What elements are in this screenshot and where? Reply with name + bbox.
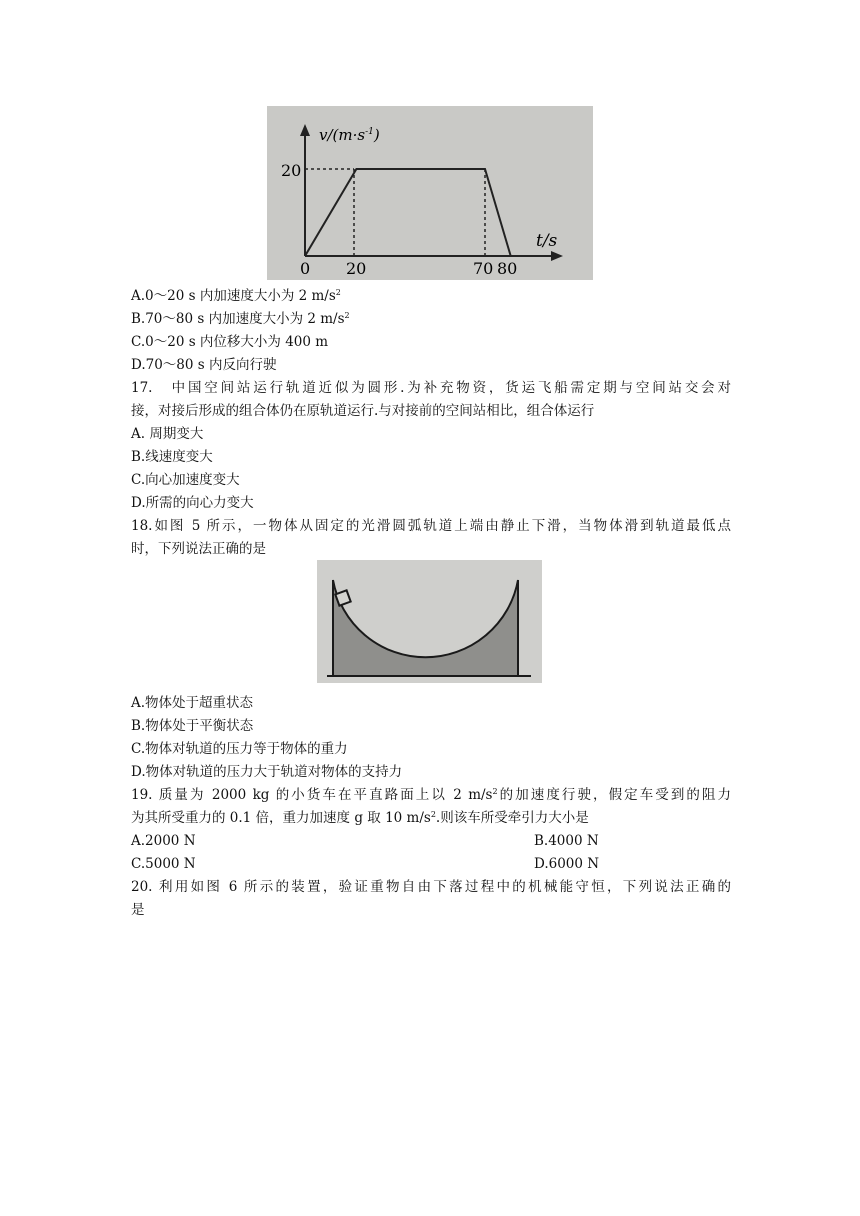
y-tick-20: 20 xyxy=(281,161,302,180)
q19-option-d: D.6000 N xyxy=(534,856,600,872)
q19-stem-line1: 19. 质量为 2000 kg 的小货车在平直路面上以 2 $m/s^2$的加速度行驶，假定车受到的阻力 xyxy=(131,787,732,803)
q16-option-d: D.70～80 s 内反向行驶 xyxy=(131,357,277,373)
q16-option-b: B.70～80 s 内加速度大小为 2 $m/s^2$ xyxy=(131,311,350,327)
q16-option-a: A.0～20 s 内加速度大小为 2 $m/s^2$ xyxy=(131,288,341,304)
q19-option-c: C.5000 N xyxy=(131,856,196,872)
velocity-time-graph xyxy=(267,106,593,280)
x-tick-0: 0 xyxy=(300,259,311,278)
x-tick-80: 80 xyxy=(497,259,518,278)
y-axis-label: $v/(m\cdot s^{-1})$ xyxy=(319,126,380,144)
q18-option-d: D.物体对轨道的压力大于轨道对物体的支持力 xyxy=(131,764,403,780)
x-tick-20: 20 xyxy=(346,259,367,278)
q17-option-d: D.所需的向心力变大 xyxy=(131,495,254,511)
arc-track-figure xyxy=(317,560,542,683)
q18-option-b: B.物体处于平衡状态 xyxy=(131,718,254,734)
q20-stem-line1: 20. 利用如图 6 所示的装置，验证重物自由下落过程中的机械能守恒，下列说法正确的 xyxy=(131,879,731,895)
velocity-line xyxy=(305,169,511,256)
q17-option-b: B.线速度变大 xyxy=(131,449,213,465)
q20-stem-line2: 是 xyxy=(131,902,145,918)
q18-stem-line1: 18.如图 5 所示，一物体从固定的光滑圆弧轨道上端由静止下滑，当物体滑到轨道最低点 xyxy=(131,518,731,534)
q16-option-c: C.0～20 s 内位移大小为 400 m xyxy=(131,334,329,350)
x-tick-70: 70 xyxy=(473,259,494,278)
q17-option-a: A. 周期变大 xyxy=(131,426,204,442)
q17-option-c: C.向心加速度变大 xyxy=(131,472,240,488)
block-object xyxy=(335,590,350,605)
q19-stem-line2: 为其所受重力的 0.1 倍，重力加速度 g 取 10 $m/s^2$.则该车所受牵引力大小是 xyxy=(131,810,589,826)
q19-option-b: B.4000 N xyxy=(534,833,599,849)
q18-option-c: C.物体对轨道的压力等于物体的重力 xyxy=(131,741,348,757)
q18-option-a: A.物体处于超重状态 xyxy=(131,695,254,711)
q17-stem-line2: 接，对接后形成的组合体仍在原轨道运行.与对接前的空间站相比，组合体运行 xyxy=(131,403,595,419)
q17-stem-line1: 17. 中国空间站运行轨道近似为圆形.为补充物资，货运飞船需定期与空间站交会对 xyxy=(131,380,731,396)
q18-stem-line2: 时，下列说法正确的是 xyxy=(131,541,266,557)
q19-option-a: A.2000 N xyxy=(131,833,196,849)
x-axis-label: t/s xyxy=(536,231,558,251)
